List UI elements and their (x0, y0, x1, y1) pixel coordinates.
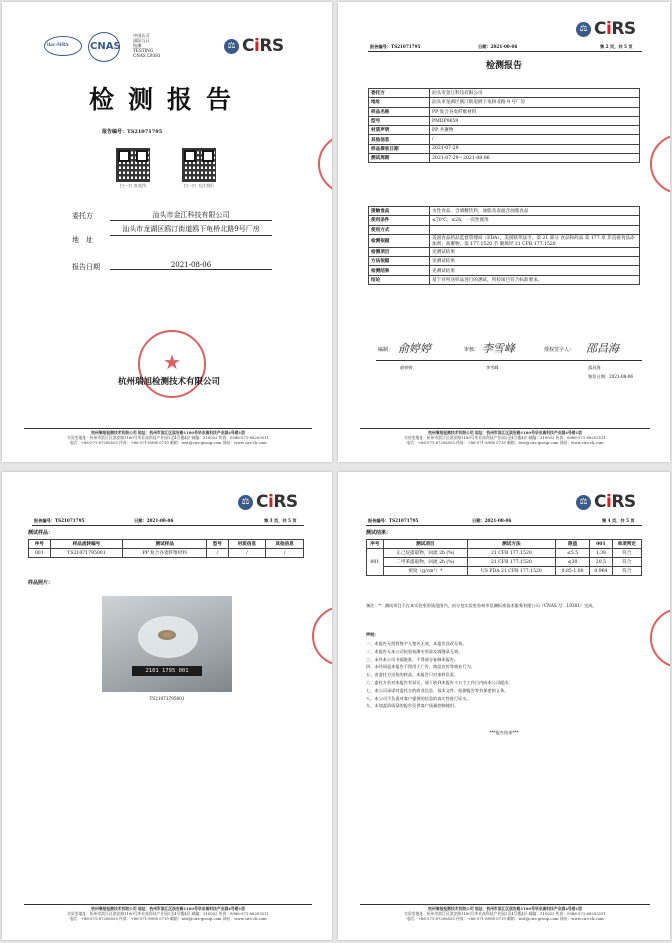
report-page-cover (2, 2, 332, 462)
page-footer: 杭州瑞旭检测技术有限公司 地址：杭州市滨江区滨安路1180号华业高科技产业园4号楼1层 实验室地址：杭州市滨江区滨安路1180号华业高科技产业园1至4号楼4层 邮编：310052 传真：0086-571-88203511 电话：+86-571-87206555 传真：+86-571-8998 0719 邮箱：test@cirs-group.com 网站：www.cirs-ck.com (404, 430, 606, 445)
column-header: 型号 (207, 540, 229, 549)
statement-item: 二、本报告无本公司检验检测专用章及骑缝章无效。 (366, 648, 463, 654)
sample-granules (158, 630, 176, 640)
photo-caption: TS21071795001 (149, 696, 185, 701)
table-cell: / (207, 549, 229, 558)
report-page-2 (338, 2, 670, 462)
statement-item: 三、未经本公司书面批准，不得部分复制本报告。 (366, 656, 459, 662)
footer-rule (24, 904, 312, 905)
report-title: 检测报告 (88, 85, 245, 114)
field-value: 美国食品药品监督管理局（FDA），美国联邦法令，第 21 部分 食品和药品 第 177 章 非直接食品添加剂：高聚物，第 177.1520 节 聚烯烃 21 CFR 177.1520 (430, 234, 640, 247)
table-cell: ≤30 (555, 558, 589, 567)
header-page-number: 第 2 页，共 5 页 (600, 44, 633, 49)
info-row (369, 107, 640, 116)
field-label: 方法依据 (369, 257, 430, 266)
table-cell: / (266, 549, 304, 558)
footer-rule (360, 428, 650, 429)
table-row (367, 558, 642, 567)
condition-row (369, 266, 640, 275)
field-value: / (430, 135, 640, 144)
sample-table (28, 539, 304, 558)
field-label: 其他信息 (369, 135, 430, 144)
table-cell: TS21071795001 (50, 549, 123, 558)
signature-reviewer: 李雪峰 (482, 342, 515, 355)
field-value: 汕头市龙湖区鸥汀街道鸥下龟桥北路 9 号厂房 (430, 98, 640, 107)
cirs-logo (238, 492, 298, 512)
sign-name-reviewer: 李雪峰 (486, 365, 499, 370)
field-value: 2021-07-29 (430, 144, 640, 153)
cirs-emblem-icon: ⚖ (238, 495, 253, 510)
report-page-4 (338, 472, 670, 940)
column-header: 单项判定 (612, 540, 641, 549)
info-row (369, 135, 640, 144)
sample-info-table (368, 88, 640, 163)
condition-row (369, 225, 640, 234)
sign-name-editor: 俞婷婷 (400, 365, 413, 370)
condition-row (369, 275, 640, 284)
report-page-3 (2, 472, 332, 940)
field-label: 地址 (369, 98, 430, 107)
header-date: 日期：2021-08-06 (478, 44, 518, 49)
edge-seal-right (318, 134, 332, 194)
page-heading: 检测报告 (485, 61, 522, 71)
cirs-logo (224, 36, 284, 56)
field-label: 使用方式 (369, 225, 430, 234)
field-label: 型号 (369, 116, 430, 125)
table-cell: 密度（g/cm³）* (383, 567, 467, 576)
footer-rule (24, 428, 312, 429)
field-value: PP 共聚物 (430, 126, 640, 135)
column-header: 限值 (555, 540, 589, 549)
field-value: 见测试结果 (430, 257, 640, 266)
statement-heading: 声明： (366, 632, 379, 637)
page-footer: 杭州瑞旭检测技术有限公司 地址：杭州市滨江区滨安路1180号华业高科技产业园4号楼1层 实验室地址：杭州市滨江区滨安路1180号华业高科技产业园1至4号楼4层 邮编：310052 传真：0086-571-88203511 电话：+86-571-87206555 传真：+86-571-8998 0719 邮箱：test@cirs-group.com 网站：www.cirs-ck.com (404, 906, 606, 921)
qr-code-follow[interactable] (182, 148, 216, 182)
signature-authorized: 邵昌海 (586, 342, 619, 355)
table-cell: 0.964 (590, 567, 612, 576)
field-value: 2021-07-29～2021-08-06 (430, 154, 640, 163)
result-heading: 测试结果： (366, 530, 392, 536)
field-value: PMDP0659 (430, 116, 640, 125)
cnas-accreditation-block: 中国认可 国际互认 检测 TESTING CNAS L9381 (133, 33, 161, 58)
sample-number-cell: 001 (367, 549, 384, 576)
issue-date: 签发日期：2021-08-06 (588, 374, 634, 379)
cirs-wordmark: CiRS (594, 492, 636, 512)
table-cell: 21 CFR 177.1520 (467, 558, 555, 567)
table-cell: US FDA 21 CFR 177.1520 (467, 567, 555, 576)
official-seal-cover: ★ (138, 330, 206, 398)
signature-rule (376, 360, 642, 361)
field-label: 样品名称 (369, 107, 430, 116)
statement-list (366, 640, 644, 710)
table-cell: 二甲苯提取物，回流 2h (%) (383, 558, 467, 567)
info-row (369, 144, 640, 153)
column-header: 材质信息 (228, 540, 266, 549)
table-row (367, 549, 642, 558)
cover-date: 2021-08-06 (110, 261, 272, 270)
condition-row (369, 234, 640, 247)
field-value: 汕头市金江科技有限公司 (430, 89, 640, 98)
field-label: 检测依据 (369, 234, 430, 247)
condition-row (369, 216, 640, 225)
cover-address-label: 地 址 (72, 236, 93, 244)
statement-item: 四、未经同意本报告不得用于广告、商品宣传等商业行为。 (366, 664, 475, 670)
field-value: 见测试结果 (430, 247, 640, 256)
edge-seal-right (312, 606, 332, 666)
result-note: 备注：*：测试项目不在本实验室资质范围内，由分包实验室苏州市信测标准技术服务有限公司（CNAS 号：L9381）完成。 (366, 603, 597, 608)
cirs-logo (576, 19, 636, 39)
edge-seal-right (650, 134, 670, 194)
sign-role-reviewer: 审核： (464, 347, 480, 353)
field-label: 使用条件 (369, 216, 430, 225)
test-conditions-table (368, 206, 640, 285)
field-value: 见测试结果 (430, 266, 640, 275)
header-rule (368, 51, 642, 52)
table-row (29, 549, 304, 558)
info-row (369, 126, 640, 135)
field-label: 检测结果 (369, 266, 430, 275)
field-value: 基于对所送样品进行的测试，所检项目符合标准要求。 (430, 275, 640, 284)
table-cell: / (228, 549, 266, 558)
table-cell: 符合 (612, 567, 641, 576)
field-label: 测试周期 (369, 154, 430, 163)
condition-row (369, 247, 640, 256)
sample-label-strip: 2101 1795 001 (132, 666, 202, 676)
cirs-wordmark: CiRS (594, 19, 636, 39)
qr-caption-follow: 扫一扫 关注我们 (183, 183, 215, 188)
field-label: 委托方 (369, 89, 430, 98)
table-row (367, 567, 642, 576)
header-date: 日期：2021-08-06 (472, 518, 512, 523)
statement-item: 七、本公司承诺对委托方的商业信息、技术文件、检测报告等有保密的义务。 (366, 687, 509, 693)
field-label: 样品接收日期 (369, 144, 430, 153)
footer-rule (360, 904, 650, 905)
qr-caption-verify: 扫一扫 查真伪 (119, 183, 147, 188)
header-report-number: 报告编号：TS21071795 (368, 518, 419, 523)
statement-item: 八、本公司不负责对客户提供的信息的真实性进行证实。 (366, 695, 471, 701)
report-number: 报告编号：TS21071795 (102, 129, 163, 135)
qr-code-verify[interactable] (116, 148, 150, 182)
table-cell: PP 复合谷麦纤维材料 (123, 549, 207, 558)
info-row (369, 154, 640, 163)
cirs-wordmark: CiRS (242, 36, 284, 56)
table-cell: 001 (29, 549, 51, 558)
column-header: 其他信息 (266, 540, 304, 549)
header-page-number: 第 4 页，共 5 页 (602, 518, 635, 523)
statement-item: 五、由委托方送检的样品，本报告只对来样负责。 (366, 672, 459, 678)
cover-date-label: 报告日期 (72, 263, 100, 271)
field-value: ≤70℃，≤2h，一次性使用 (430, 216, 640, 225)
field-label: 材质声明 (369, 126, 430, 135)
field-label: 结论 (369, 275, 430, 284)
edge-seal-right (650, 608, 670, 668)
column-header: 测试项目 (383, 540, 467, 549)
cover-client: 汕头市金江科技有限公司 (110, 210, 272, 221)
column-header: 测试方法 (467, 540, 555, 549)
header-page-number: 第 3 页，共 5 页 (264, 518, 297, 523)
field-label: 接触食品 (369, 207, 430, 216)
info-row (369, 116, 640, 125)
sample-heading: 测试样品： (28, 530, 54, 536)
header-report-number: 报告编号：TS21071795 (370, 44, 421, 49)
table-cell: 21 CFR 177.1520 (467, 549, 555, 558)
column-header: 序号 (29, 540, 51, 549)
column-header: 样品流转编号 (50, 540, 123, 549)
sign-name-authorized: 邵昌海 (588, 365, 601, 370)
cirs-emblem-icon: ⚖ (576, 495, 591, 510)
info-row (369, 89, 640, 98)
statement-item: 一、本报告无授权签字人签名无效，本报告涂改无效。 (366, 641, 467, 646)
info-row (369, 98, 640, 107)
table-cell: 1.38 (590, 549, 612, 558)
condition-row (369, 257, 640, 266)
cover-address: 汕头市龙湖区鸥汀街道鸥下龟桥北路9号厂房 (110, 224, 272, 236)
table-cell: 正己烷提取物，回流 2h (%) (383, 549, 467, 558)
table-cell: 符合 (612, 558, 641, 567)
sample-photo (102, 596, 232, 692)
statement-item: 六、委托方若对本报告有异议，请于收到本报告十五个工作日内向本公司提出。 (366, 679, 513, 685)
header-report-number: 报告编号：TS21071795 (34, 518, 85, 523)
field-value (430, 225, 640, 234)
table-cell: 20.5 (590, 558, 612, 567)
header-rule (32, 525, 304, 526)
report-end-mark: ***报告结束*** (489, 730, 519, 735)
table-cell: 0.85-1.00 (555, 567, 589, 576)
ilac-logo: ilac-MRA (44, 36, 82, 58)
page-footer: 杭州瑞旭检测技术有限公司 地址：杭州市滨江区滨安路1180号华业高科技产业园4号楼1层 实验室地址：杭州市滨江区滨安路1180号华业高科技产业园1至4号楼4层 邮编：310052 传真：0086-571-88203511 电话：+86-571-87206555 传真：+86-571-8998 0719 邮箱：test@cirs-group.com 网站：www.cirs-ck.com (67, 430, 269, 445)
result-table (366, 539, 642, 576)
condition-row (369, 207, 640, 216)
cirs-emblem-icon: ⚖ (576, 22, 591, 37)
page-footer: 杭州瑞旭检测技术有限公司 地址：杭州市滨江区滨安路1180号华业高科技产业园4号楼1层 实验室地址：杭州市滨江区滨安路1180号华业高科技产业园1至4号楼4层 邮编：310052 传真：0086-571-88203511 电话：+86-571-87206555 传真：+86-571-8998 0719 邮箱：test@cirs-group.com 网站：www.cirs-ck.com (67, 906, 269, 921)
field-value: 水性食品，含酒精饮料，油脂及表面含油脂食品 (430, 207, 640, 216)
signature-editor: 俞婷婷 (398, 342, 431, 355)
sign-role-editor: 编制： (378, 347, 394, 353)
field-label: 检测项目 (369, 247, 430, 256)
cnas-logo: CNAS (88, 32, 130, 62)
table-cell: ≤5.5 (555, 549, 589, 558)
sign-role-authorized: 授权签字人： (544, 347, 575, 353)
cover-client-label: 委托方 (72, 212, 93, 220)
header-rule (366, 525, 642, 526)
field-value: PP 复合谷麦纤维材料 (430, 107, 640, 116)
cirs-wordmark: CiRS (256, 492, 298, 512)
header-date: 日期：2021-08-06 (134, 518, 174, 523)
column-header: 001 (590, 540, 612, 549)
cover-company-name: 杭州瑞旭检测技术有限公司 (117, 377, 220, 387)
statement-item: 九、未加盖资质章的报告仅供客户质量控制使用。 (366, 703, 459, 709)
cirs-emblem-icon: ⚖ (224, 39, 239, 54)
column-header: 序号 (367, 540, 384, 549)
cirs-logo (576, 492, 636, 512)
table-cell: 符合 (612, 549, 641, 558)
photo-heading: 样品照片： (28, 580, 54, 586)
column-header: 测试样品 (123, 540, 207, 549)
